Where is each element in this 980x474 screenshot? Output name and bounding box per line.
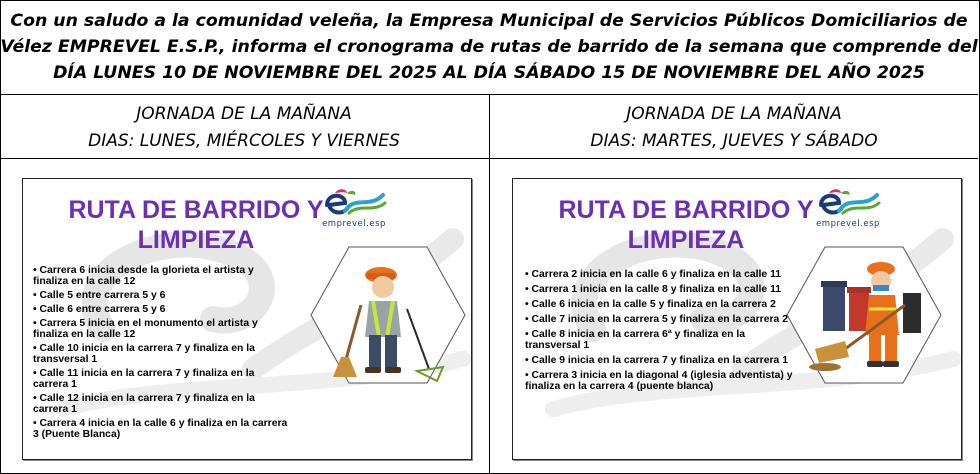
route-item: • Calle 8 inicia en la carrera 6ª y finaliza en la transversal 1 — [525, 329, 746, 351]
route-card-right — [512, 178, 962, 460]
route-item: • Carrera 1 inicia en la calle 8 y finaliza en la calle 11 — [525, 284, 782, 295]
header-line-1: Con un saludo a la comunidad veleña, la Empresa Municipal de Servicios Públicos Domiciliarios de — [10, 11, 968, 31]
route-item: • Carrera 6 inicia desde la glorieta el artista y finaliza en la calle 12 — [33, 265, 254, 287]
route-card-left — [22, 178, 472, 460]
row-divider — [0, 158, 978, 159]
route-item: • Calle 11 inicia en la carrera 7 y finaliza en la carrera 1 — [33, 368, 255, 390]
route-item: • Calle 7 inicia en la carrera 5 y finaliza en la carrera 2 — [525, 314, 788, 325]
route-item: • Calle 6 entre carrera 5 y 6 — [33, 304, 166, 315]
route-item: • Carrera 4 inicia en la calle 6 y finaliza en la carrera 3 (Puente Blanca) — [33, 418, 288, 440]
emprevel-logo-icon — [319, 187, 389, 221]
route-item: • Calle 12 inicia en la carrera 7 y finaliza en la carrera 1 — [33, 393, 255, 415]
route-item: • Calle 9 inicia en la carrera 7 y finaliza en la carrera 1 — [525, 355, 788, 366]
emprevel-logo-icon — [813, 187, 883, 221]
card-title-line-2: LIMPIEZA — [137, 226, 255, 254]
shift-days: DIAS: LUNES, MIÉRCOLES Y VIERNES — [88, 131, 400, 151]
card-title-line-2: LIMPIEZA — [627, 226, 745, 254]
shift-heading-right — [490, 97, 978, 157]
card-title — [51, 195, 341, 255]
route-item: • Calle 6 inicia en la calle 5 y finaliza en la carrera 2 — [525, 299, 776, 310]
route-item: • Calle 5 entre carrera 5 y 6 — [33, 290, 166, 301]
emprevel-logo — [813, 187, 883, 231]
shift-days: DIAS: MARTES, JUEVES Y SÁBADO — [590, 131, 878, 151]
logo-wordmark: emprevel.esp — [322, 219, 386, 229]
header-line-3: DÍA LUNES 10 DE NOVIEMBRE DEL 2025 AL DÍA SÁBADO 15 DE NOVIEMBRE DEL AÑO 2025 — [53, 63, 925, 83]
shift-heading-left — [0, 97, 488, 157]
route-item: • Carrera 2 inicia en la calle 6 y finaliza en la calle 11 — [525, 269, 782, 280]
logo-wordmark: emprevel.esp — [816, 219, 880, 229]
route-item: • Calle 10 inicia en la carrera 7 y finaliza en la transversal 1 — [33, 343, 255, 365]
route-list — [33, 265, 291, 443]
card-title-line-1: RUTA DE BARRIDO Y — [68, 196, 324, 224]
announcement-header — [0, 0, 978, 95]
card-title-line-1: RUTA DE BARRIDO Y — [558, 196, 814, 224]
sweeper-with-bins-illustration — [785, 245, 943, 385]
route-item: • Carrera 5 inicia en el monumento el artista y finaliza en la calle 12 — [33, 318, 258, 340]
route-item: • Carrera 3 inicia en la diagonal 4 (iglesia adventista) y finaliza en la carrera 4 (puente blanca) — [525, 370, 793, 392]
header-line-2: Vélez EMPREVEL E.S.P., informa el cronograma de rutas de barrido de la semana que comprende del — [0, 37, 978, 57]
shift-label: JORNADA DE LA MAÑANA — [136, 104, 352, 124]
shift-label: JORNADA DE LA MAÑANA — [626, 104, 842, 124]
route-list — [525, 269, 800, 396]
sweeper-illustration — [309, 245, 467, 385]
emprevel-logo — [319, 187, 389, 231]
